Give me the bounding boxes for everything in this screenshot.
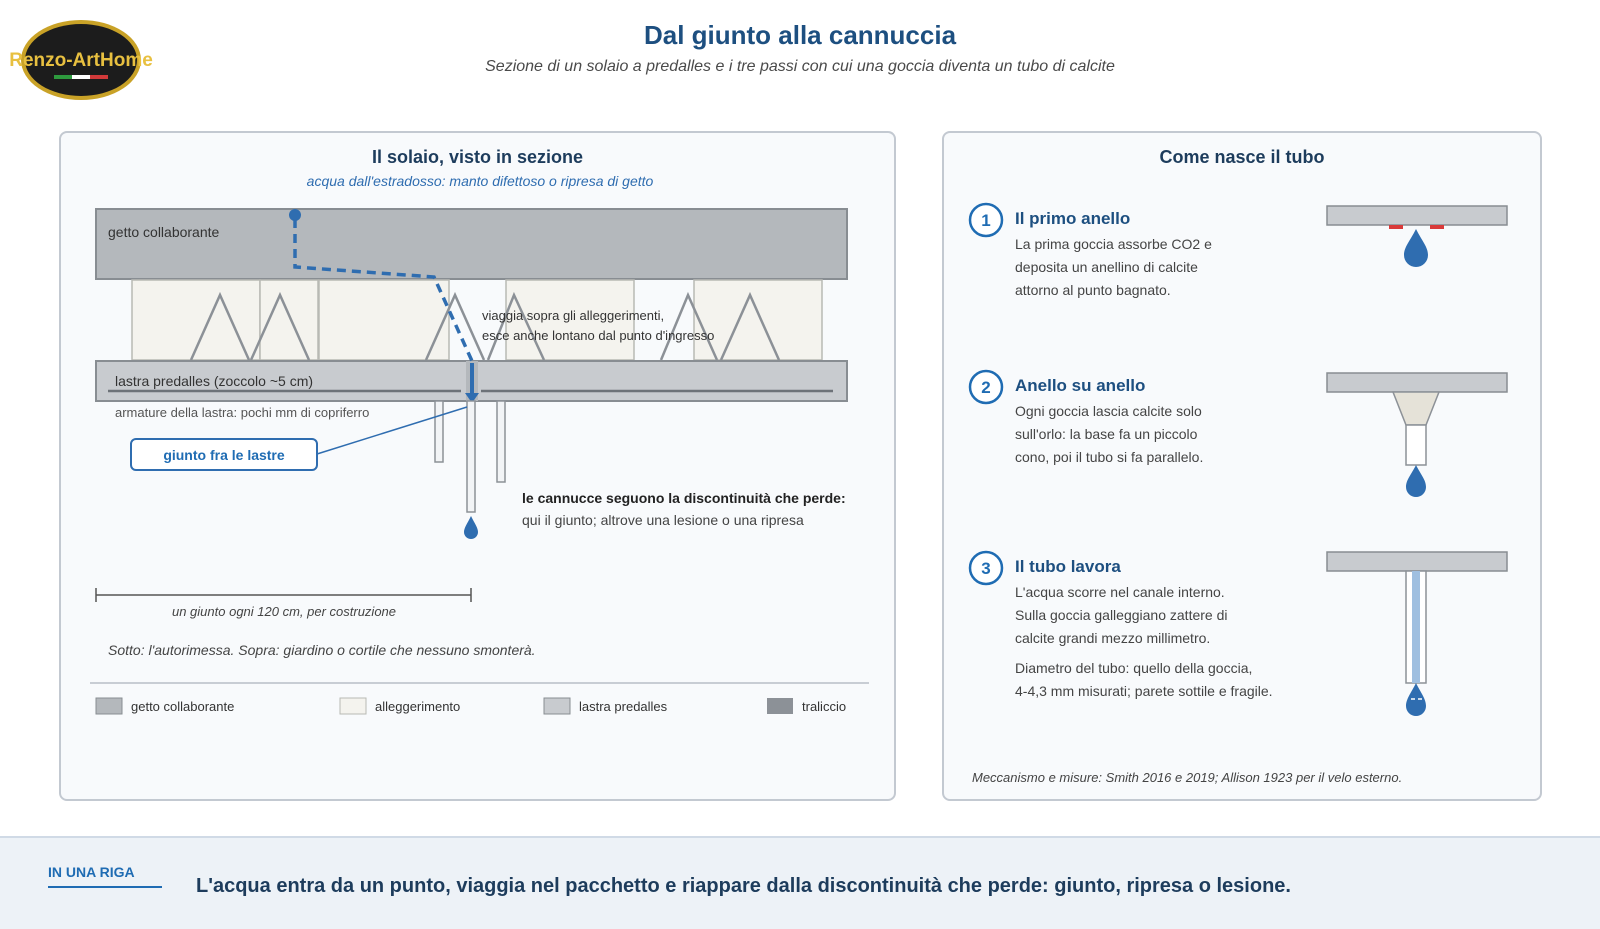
water-drop-icon [464, 516, 478, 539]
inner-channel [1412, 571, 1420, 683]
alleggerimento-block [319, 280, 449, 360]
logo-text: Renzo-ArtHome [9, 50, 153, 71]
svg-text:1: 1 [981, 211, 991, 230]
water-drop-icon [1404, 229, 1428, 267]
section-panel [59, 131, 896, 801]
step-1-title: Il primo anello [1015, 209, 1131, 228]
straws-note-bold: le cannucce seguono la discontinuità che perde: [522, 490, 846, 506]
calcite-tube [1406, 425, 1426, 465]
giunto-label: giunto fra le lastre [163, 447, 285, 463]
step-1-figure [1327, 206, 1507, 267]
step-3-body: L'acqua scorre nel canale interno. Sulla goccia galleggiano zattere di calcite grandi mezzo millimetro. [1015, 584, 1228, 646]
legend-label-traliccio: traliccio [802, 699, 847, 714]
calcite-cone [1393, 392, 1439, 425]
context-note: Sotto: l'autorimessa. Sopra: giardino o cortile che nessuno smonterà. [108, 642, 536, 658]
straws-note: qui il giunto; altrove una lesione o una ripresa [522, 512, 804, 528]
travel-label-1: viaggia sopra gli alleggerimenti, [482, 308, 665, 323]
page-subtitle: Sezione di un solaio a predalles e i tre passi con cui una goccia diventa un tubo di calcite [485, 58, 1115, 75]
svg-text:2: 2 [981, 378, 991, 397]
step-2-body: Ogni goccia lascia calcite solo sull'orlo: la base fa un piccolo cono, poi il tubo si fa parallelo. [1015, 403, 1204, 465]
straw [497, 401, 505, 482]
spacing-label: un giunto ogni 120 cm, per costruzione [171, 604, 397, 619]
travel-label-2: esce anche lontano dal punto d'ingresso [482, 328, 715, 343]
step-3-body-2: Diametro del tubo: quello della goccia, 4-4,3 mm misurati; parete sottile e fragile. [1015, 660, 1273, 699]
calcite-ring [1389, 225, 1403, 229]
svg-text:3: 3 [981, 559, 991, 578]
step-3-badge [970, 552, 1002, 584]
legend-swatch-traliccio [767, 698, 793, 714]
summary-text: L'acqua entra da un punto, viaggia nel pacchetto e riappare dalla discontinuità che perde: giunto, ripresa o lesione. [196, 875, 1291, 897]
tube-formation-title: Come nasce il tubo [1159, 147, 1325, 167]
armature-label: armature della lastra: pochi mm di copriferro [115, 405, 370, 420]
straw-main [467, 401, 475, 512]
lastra-label: lastra predalles (zoccolo ~5 cm) [115, 373, 314, 389]
section-panel-title: Il solaio, visto in sezione [371, 147, 584, 167]
tube-formation-panel [942, 131, 1542, 801]
legend-swatch-alleggerimento [340, 698, 366, 714]
step-2-badge [970, 371, 1002, 403]
water-note: acqua dall'estradosso: manto difettoso o ripresa di getto [306, 173, 654, 189]
step-1-badge [970, 204, 1002, 236]
getto-label: getto collaborante [108, 224, 220, 240]
step-3-title: Il tubo lavora [1015, 557, 1121, 576]
summary-footer [0, 836, 1600, 929]
getto-layer [96, 209, 847, 279]
legend-label-getto: getto collaborante [131, 699, 235, 714]
legend-label-alleggerimento: alleggerimento [375, 699, 461, 714]
step-2-title: Anello su anello [1015, 376, 1146, 395]
summary-label: IN UNA RIGA [48, 864, 162, 888]
legend [96, 698, 846, 714]
straw [435, 401, 443, 462]
step-1-body: La prima goccia assorbe CO2 e deposita un anellino di calcite attorno al punto bagnato. [1015, 236, 1212, 298]
slab-section-diagram [61, 133, 894, 799]
calcite-ring [1430, 225, 1444, 229]
legend-swatch-lastra [544, 698, 570, 714]
alleggerimento-block [694, 280, 822, 360]
water-drop-icon [1406, 465, 1426, 497]
page-title: Dal giunto alla cannuccia [643, 20, 957, 50]
water-drop-icon [1406, 683, 1426, 716]
step-2-figure [1327, 373, 1507, 497]
legend-label-lastra: lastra predalles [579, 699, 668, 714]
legend-swatch-getto [96, 698, 122, 714]
source-note: Meccanismo e misure: Smith 2016 e 2019; Allison 1923 per il velo esterno. [972, 770, 1403, 785]
step-3-figure [1327, 552, 1507, 716]
